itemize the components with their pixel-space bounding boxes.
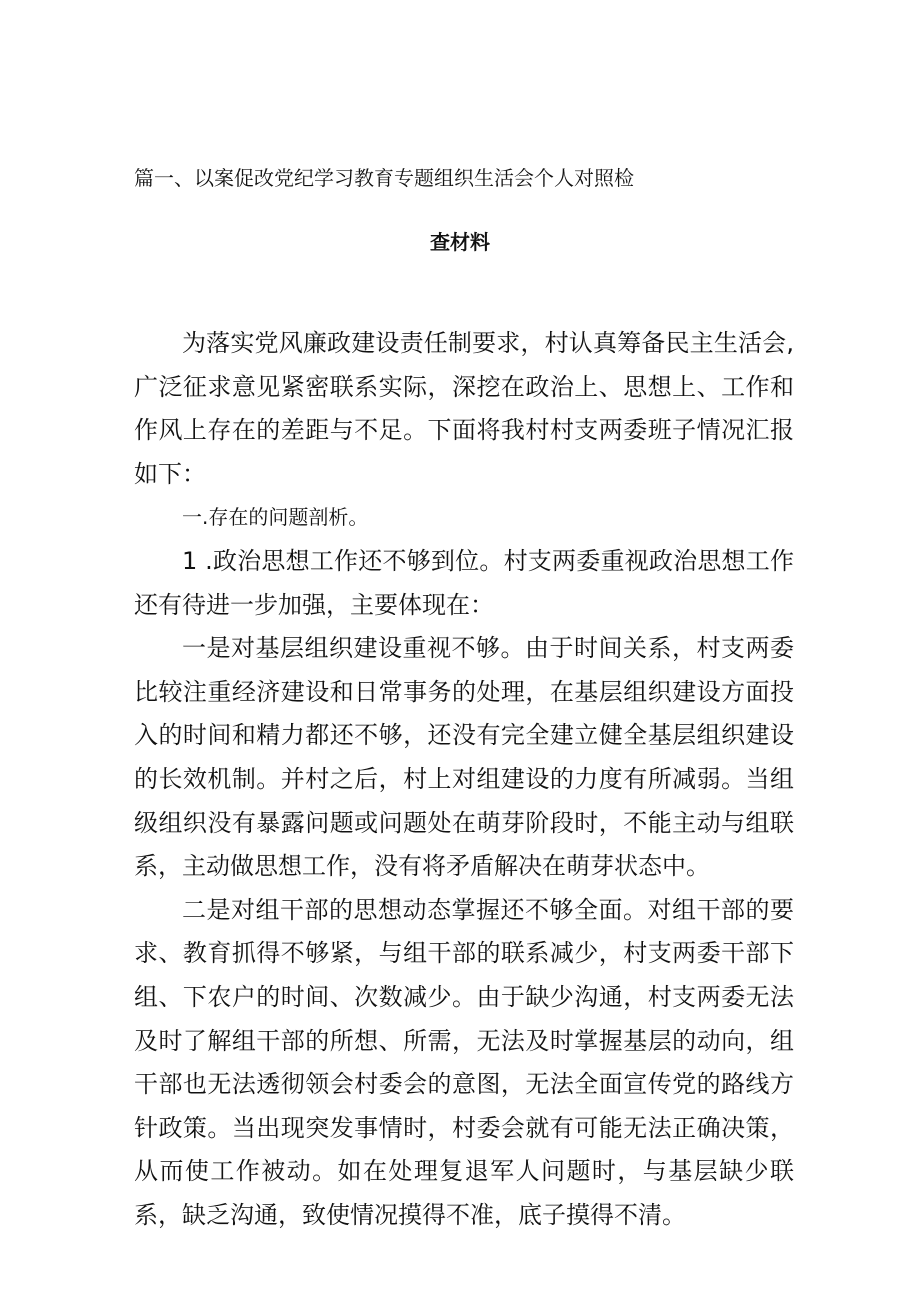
section-heading-problems: 一.存在的问题剖析。 (182, 505, 369, 530)
document-body (134, 322, 794, 1237)
document-title-line-2: 查材料 (430, 230, 490, 254)
point-1-paragraph: 一是对基层组织建设重视不够。由于时间关系，村支两委比较注重经济建设和日常事务的处理，在基层组织建设方面投入的时间和精力都还不够，还没有完全建立健全基层组织建设的长效机制。并村之后，村上对组建设的力度有所减弱。当组级组织没有暴露问题或问题处在萌芽阶段时，不能主动与组联系，主动做思想工作，没有将矛盾解决在萌芽状态中。 (134, 634, 794, 881)
point-2-paragraph: 二是对组干部的思想动态掌握还不够全面。对组干部的要求、教育抓得不够紧，与组干部的联系减少，村支两委干部下组、下农户的时间、次数减少。由于缺少沟通，村支两委无法及时了解组干部的所想、所需，无法及时掌握基层的动向，组干部也无法透彻领会村委会的意图，无法全面宣传党的路线方针政策。当出现突发事情时，村委会就有可能无法正确决策，从而使工作被动。如在处理复退军人问题时，与基层缺少联系，缺乏沟通，致使情况摸得不准，底子摸得不清。 (134, 895, 794, 1229)
intro-paragraph: 为落实党风廉政建设责任制要求，村认真筹备民主生活会,广泛征求意见紧密联系实际，深挖在政治上、思想上、工作和作风上存在的差距与不足。下面将我村村支两委班子情况汇报如下： (134, 329, 794, 488)
document-title-line-1: 篇一、以案促改党纪学习教育专题组织生活会个人对照检 (134, 166, 634, 190)
item-1-paragraph: 1 .政治思想工作还不够到位。村支两委重视政治思想工作还有待进一步加强，主要体现在： (134, 546, 794, 619)
